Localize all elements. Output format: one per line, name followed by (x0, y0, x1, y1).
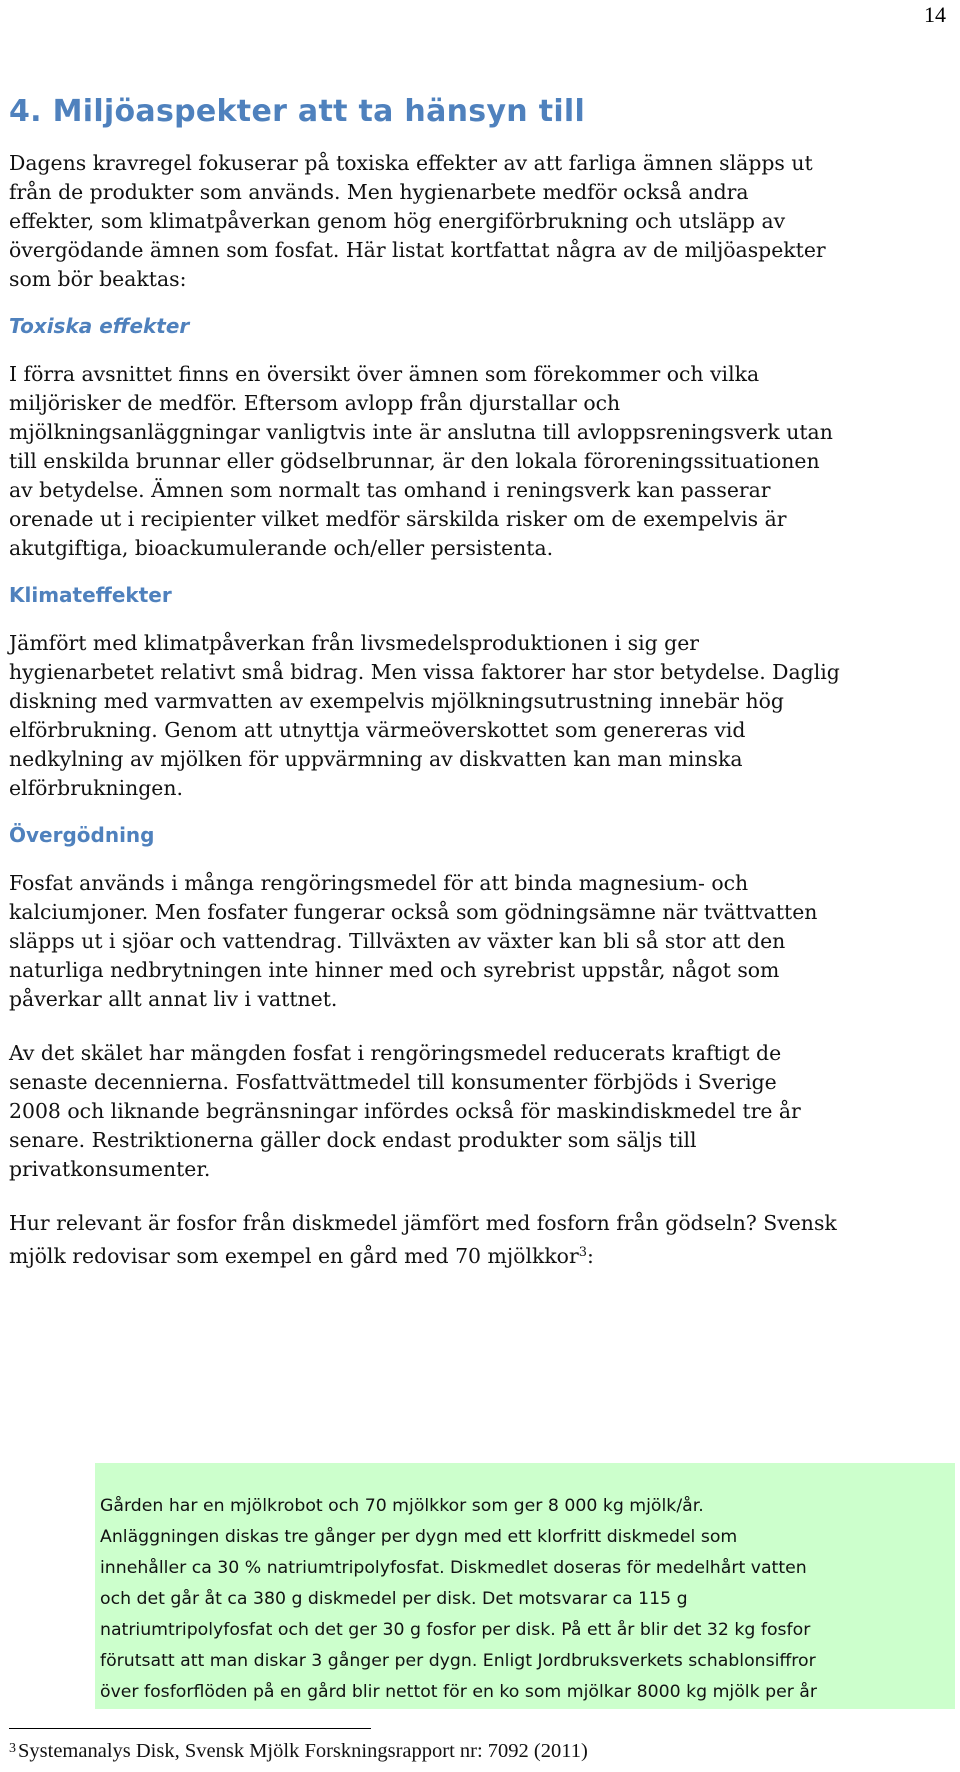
text-line: till enskilda brunnar eller gödselbrunnar, är den lokala föroreningssituationen (9, 449, 820, 473)
text-line: Jämfört med klimatpåverkan från livsmedelsproduktionen i sig ger (9, 631, 700, 655)
text-line: naturliga nedbrytningen inte hinner med och syrebrist uppstår, något som (9, 958, 780, 982)
footnote-divider (9, 1728, 371, 1729)
text-line: Fosfat används i många rengöringsmedel för att binda magnesium- och (9, 871, 749, 895)
text-line: elförbrukning. Genom att utnyttja värmeöverskottet som genereras vid (9, 718, 746, 742)
example-callout-box (95, 1463, 955, 1709)
footnote-reference[interactable]: 3 (578, 1245, 587, 1260)
text-line: påverkar allt annat liv i vattnet. (9, 987, 338, 1011)
footnote-mark: 3 (9, 1741, 16, 1756)
section-heading-toxic: Toxiska effekter (9, 314, 190, 338)
callout-line: och det går åt ca 380 g diskmedel per disk. Det motsvarar ca 115 g (100, 1589, 688, 1609)
callout-line: innehåller ca 30 % natriumtripolyfosfat. Diskmedlet doseras för medelhårt vatten (100, 1558, 807, 1578)
text-line: privatkonsumenter. (9, 1157, 211, 1181)
page-title: 4. Miljöaspekter att ta hänsyn till (9, 94, 586, 129)
callout-line: Gården har en mjölkrobot och 70 mjölkkor som ger 8 000 kg mjölk/år. (100, 1496, 704, 1516)
text-line: elförbrukningen. (9, 776, 183, 800)
section-heading-eutrophication: Övergödning (9, 823, 155, 847)
callout-line: förutsatt att man diskar 3 gånger per dygn. Enligt Jordbruksverkets schablonsiffror (100, 1651, 816, 1671)
footnote (9, 1740, 588, 1763)
text-line: senare. Restriktionerna gäller dock endast produkter som säljs till (9, 1128, 697, 1152)
text-line: mjölk redovisar som exempel en gård med 70 mjölkkor (9, 1244, 579, 1268)
text-line: hygienarbetet relativt små bidrag. Men vissa faktorer har stor betydelse. Daglig (9, 660, 840, 684)
text-line: av betydelse. Ämnen som normalt tas omhand i reningsverk kan passerar (9, 478, 771, 502)
eutrophication-paragraph-1 (9, 869, 949, 1014)
text-line: senaste decennierna. Fosfattvättmedel till konsumenter förbjöds i Sverige (9, 1070, 777, 1094)
text-line: nedkylning av mjölken för uppvärmning av diskvatten kan man minska (9, 747, 743, 771)
text-line: övergödande ämnen som fosfat. Här listat kortfattat några av de miljöaspekter (9, 238, 826, 262)
text-line: effekter, som klimatpåverkan genom hög energiförbrukning och utsläpp av (9, 209, 786, 233)
page-content (9, 94, 949, 1271)
callout-line: natriumtripolyfosfat och det ger 30 g fosfor per disk. På ett år blir det 32 kg fosfor (100, 1620, 811, 1640)
footnote-text: Systemanalys Disk, Svensk Mjölk Forskningsrapport nr: 7092 (2011) (18, 1740, 588, 1762)
text-line: släpps ut i sjöar och vattendrag. Tillväxten av växter kan bli så stor att den (9, 929, 786, 953)
text-line: mjölkningsanläggningar vanligtvis inte är anslutna till avloppsreningsverk utan (9, 420, 833, 444)
callout-line: över fosforflöden på en gård blir nettot för en ko som mjölkar 8000 kg mjölk per år (100, 1682, 818, 1702)
text-line: I förra avsnittet finns en översikt över ämnen som förekommer och vilka (9, 362, 760, 386)
text-line: diskning med varmvatten av exempelvis mjölkningsutrustning innebär hög (9, 689, 784, 713)
callout-line: Anläggningen diskas tre gånger per dygn med ett klorfritt diskmedel som (100, 1527, 738, 1547)
text-line: som bör beaktas: (9, 267, 187, 291)
intro-paragraph (9, 149, 949, 294)
page-number: 14 (924, 2, 946, 27)
text-line: orenade ut i recipienter vilket medför särskilda risker om de exempelvis är (9, 507, 787, 531)
text-punctuation: : (587, 1244, 594, 1268)
text-line: 2008 och liknande begränsningar infördes också för maskindiskmedel tre år (9, 1099, 801, 1123)
toxic-paragraph (9, 360, 949, 563)
text-line: Dagens kravregel fokuserar på toxiska effekter av att farliga ämnen släpps ut (9, 151, 813, 175)
section-heading-climate: Klimateffekter (9, 583, 172, 607)
eutrophication-paragraph-2 (9, 1039, 949, 1184)
text-line: från de produkter som används. Men hygienarbete medför också andra (9, 180, 749, 204)
eutrophication-paragraph-3 (9, 1209, 949, 1271)
text-line: kalciumjoner. Men fosfater fungerar också som gödningsämne när tvättvatten (9, 900, 818, 924)
climate-paragraph (9, 629, 949, 803)
text-line: miljörisker de medför. Eftersom avlopp från djurstallar och (9, 391, 621, 415)
text-line: akutgiftiga, bioackumulerande och/eller persistenta. (9, 536, 554, 560)
text-line: Av det skälet har mängden fosfat i rengöringsmedel reducerats kraftigt de (9, 1041, 782, 1065)
text-line: Hur relevant är fosfor från diskmedel jämfört med fosforn från gödseln? Svensk (9, 1211, 837, 1235)
